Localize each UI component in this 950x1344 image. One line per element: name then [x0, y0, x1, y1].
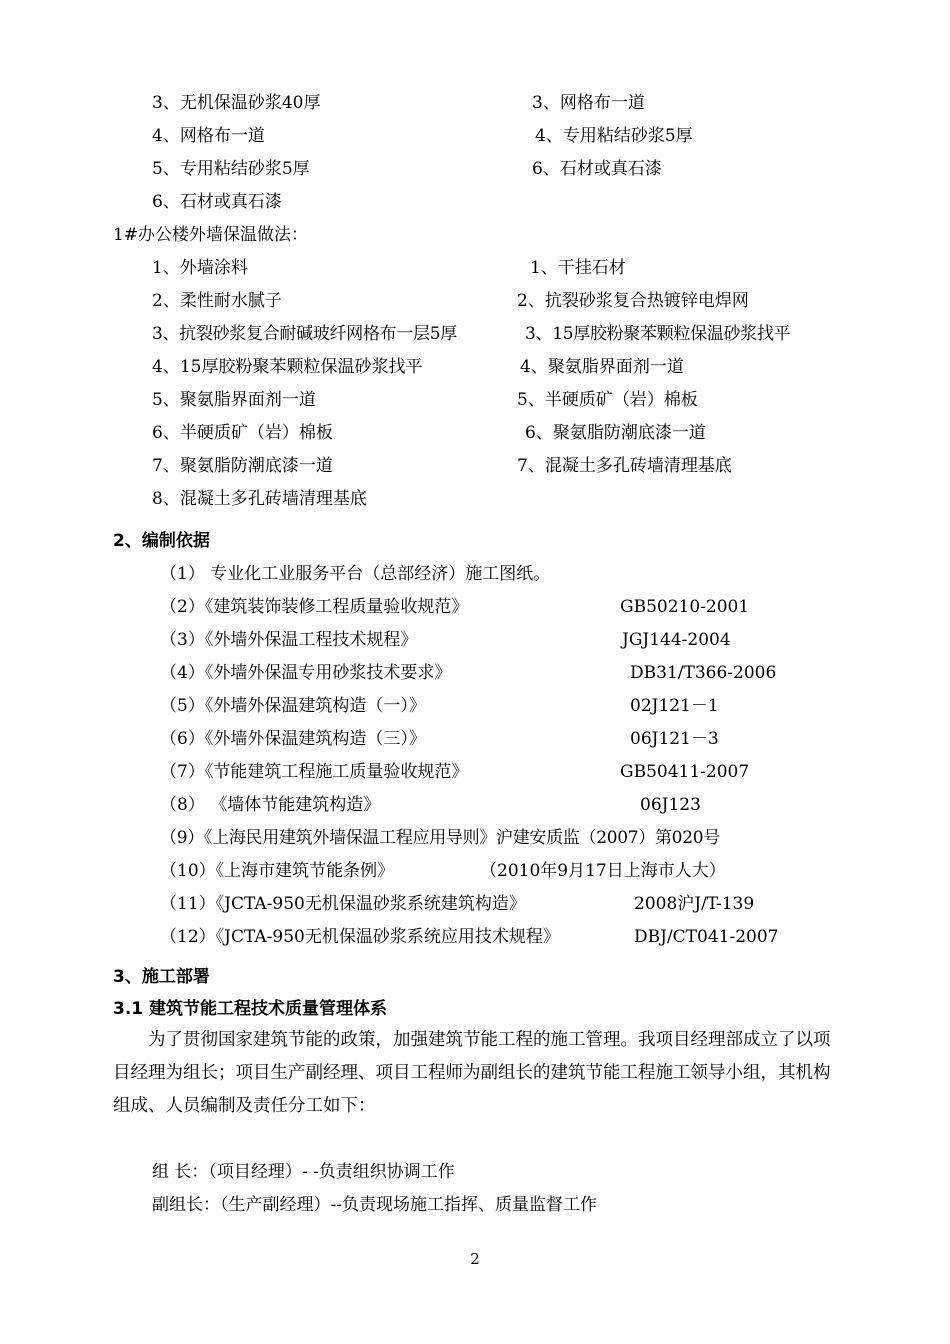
- office-right-3: 3、15厚胶粉聚苯颗粒保温砂浆找平: [525, 324, 791, 344]
- office-left-1: 1、外墙涂料: [152, 258, 248, 278]
- office-left-3: 3、抗裂砂浆复合耐碱玻纤网格布一层5厚: [152, 324, 457, 344]
- reference-name: （9）《上海民用建筑外墙保温工程应用导则》沪建安质监（2007）第020号: [160, 828, 720, 848]
- reference-name: （10）《上海市建筑节能条例》: [160, 861, 395, 881]
- office-left-8: 8、混凝土多孔砖墙清理基底: [152, 489, 367, 509]
- reference-code: （2010年9月17日上海市人大）: [480, 861, 726, 881]
- reference-code: GB50210-2001: [620, 597, 750, 617]
- reference-code: 2008沪J/T-139: [634, 894, 755, 914]
- reference-name: （11）《JCTA-950无机保温砂浆系统建筑构造》: [160, 894, 526, 914]
- reference-name: （6）《外墙外保温建筑构造（三）》: [160, 729, 426, 749]
- section-2-heading: 2、编制依据: [113, 531, 210, 551]
- office-left-2: 2、柔性耐水腻子: [152, 291, 282, 311]
- layer-left-1: 3、无机保温砂浆40厚: [152, 93, 321, 113]
- body-paragraph: 为了贯彻国家建筑节能的政策，加强建筑节能工程的施工管理。我项目经理部成立了以项目经理为组长；项目生产副经理、项目工程师为副组长的建筑节能工程施工领导小组，其机构组成、人员编制及责任分工如下：: [113, 1030, 831, 1116]
- reference-name: （5）《外墙外保温建筑构造（一）》: [160, 696, 426, 716]
- section-3-heading: 3、施工部署: [113, 967, 210, 987]
- reference-name: （12）《JCTA-950无机保温砂浆系统应用技术规程》: [160, 927, 560, 947]
- layer-left-4: 6、石材或真石漆: [152, 192, 282, 212]
- layer-right-3: 6、石材或真石漆: [532, 159, 662, 179]
- office-left-5: 5、聚氨脂界面剂一道: [152, 390, 316, 410]
- reference-code: 06J121－3: [630, 729, 719, 749]
- office-left-6: 6、半硬质矿（岩）棉板: [152, 423, 333, 443]
- section-3-1-heading: 3.1 建筑节能工程技术质量管理体系: [113, 999, 388, 1019]
- office-right-7: 7、混凝土多孔砖墙清理基底: [517, 456, 732, 476]
- office-right-5: 5、半硬质矿（岩）棉板: [517, 390, 698, 410]
- office-title: 1#办公楼外墙保温做法：: [113, 225, 309, 245]
- reference-name: （7）《节能建筑工程施工质量验收规范》: [160, 762, 469, 782]
- reference-name: （8） 《墙体节能建筑构造》: [160, 795, 381, 815]
- office-left-7: 7、聚氨脂防潮底漆一道: [152, 456, 333, 476]
- layer-right-1: 3、网格布一道: [532, 93, 645, 113]
- reference-code: 06J123: [640, 795, 701, 815]
- office-left-4: 4、15厚胶粉聚苯颗粒保温砂浆找平: [152, 357, 423, 377]
- page-number: 2: [470, 1250, 480, 1268]
- reference-name: （3）《外墙外保温工程技术规程》: [160, 630, 418, 650]
- layer-left-3: 5、专用粘结砂浆5厚: [152, 159, 310, 179]
- layer-left-2: 4、网格布一道: [152, 126, 265, 146]
- reference-code: DB31/T366-2006: [630, 663, 777, 683]
- reference-name: （2）《建筑装饰装修工程质量验收规范》: [160, 597, 469, 617]
- role-deputy: 副组长：（生产副经理）--负责现场施工指挥、质量监督工作: [152, 1195, 597, 1215]
- layer-right-2: 4、专用粘结砂浆5厚: [535, 126, 693, 146]
- reference-name: （4）《外墙外保温专用砂浆技术要求》: [160, 663, 452, 683]
- role-leader: 组 长：（项目经理）- -负责组织协调工作: [152, 1162, 455, 1182]
- reference-code: DBJ/CT041-2007: [634, 927, 779, 947]
- reference-code: 02J121－1: [630, 696, 719, 716]
- office-right-6: 6、聚氨脂防潮底漆一道: [525, 423, 706, 443]
- reference-code: JGJ144-2004: [622, 630, 731, 650]
- office-right-2: 2、抗裂砂浆复合热镀锌电焊网: [517, 291, 749, 311]
- reference-name: （1） 专业化工业服务平台（总部经济）施工图纸。: [160, 564, 551, 584]
- office-right-4: 4、聚氨脂界面剂一道: [520, 357, 684, 377]
- office-right-1: 1、干挂石材: [530, 258, 626, 278]
- reference-code: GB50411-2007: [620, 762, 750, 782]
